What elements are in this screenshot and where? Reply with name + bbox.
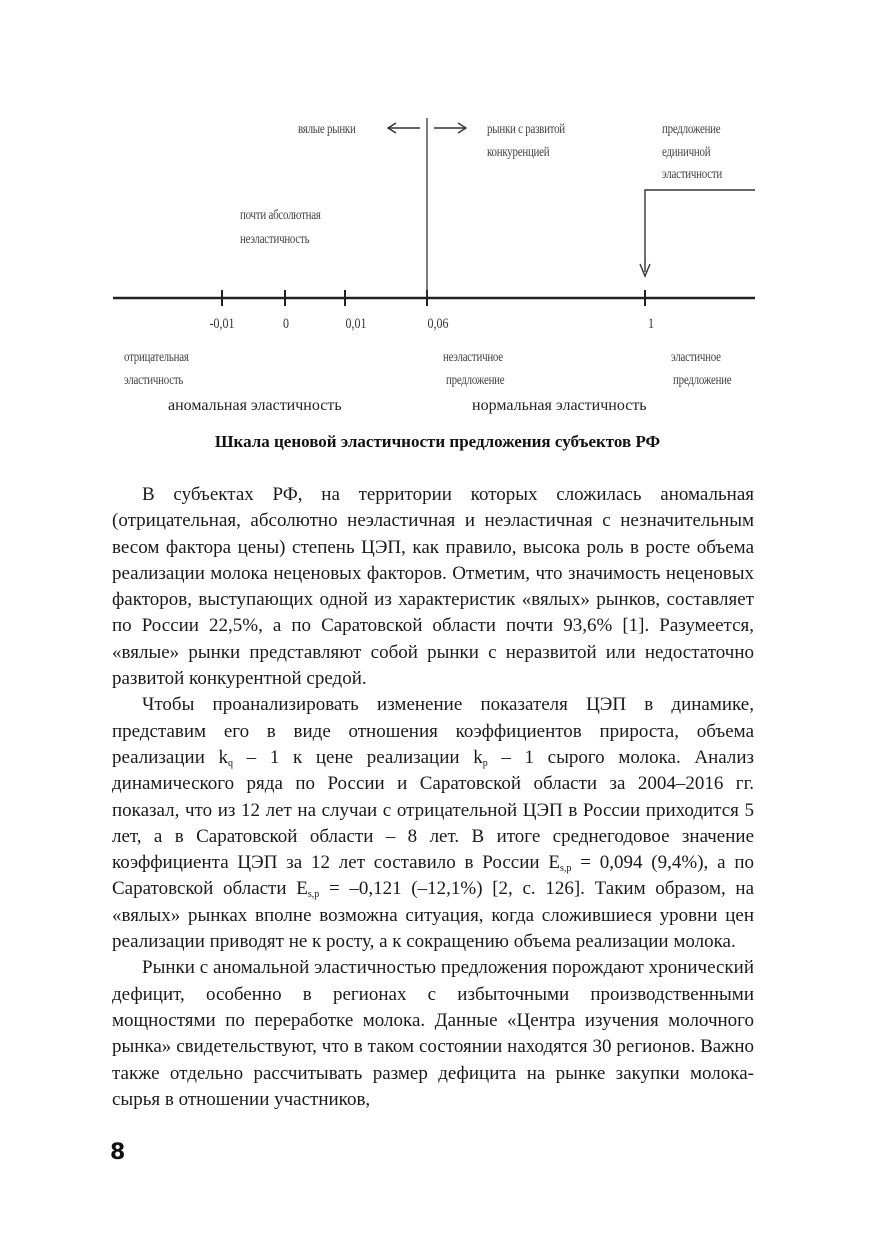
label-inelastic-1: неэластичное	[443, 350, 503, 365]
label-slack-markets: вялые рынки	[298, 122, 356, 137]
label-elastic-2: предложение	[673, 373, 732, 388]
zone-anomalous: аномальная эластичность	[168, 397, 342, 414]
label-almost-absolute-1: почти абсолютная	[240, 208, 321, 223]
paragraph: В субъектах РФ, на территории которых сложилась аномальная (отрицательная, абсолютно неэластичная и неэластичная с незначительным весом фактора цены) степень ЦЭП, как правило, высока роль в росте объема реализации молока неценовых факторов. Отметим, что значимость неценовых факторов, выступающих одной из характеристик «вялых» рынков, составляет по России 22,5%, а по Саратовской области почти 93,6% [1]. Разумеется, «вялые» рынки представляют собой рынки с неразвитой или недостаточно развитой конкурентной средой.	[112, 484, 754, 690]
tick-label: 1	[648, 316, 654, 332]
label-developed-markets-1: рынки с развитой	[487, 122, 565, 137]
page-number: 8	[110, 1140, 126, 1165]
tick-label: 0,01	[345, 316, 367, 332]
figure-caption: Шкала ценовой эластичности предложения субъектов РФ	[214, 432, 661, 451]
tick-label: 0,06	[427, 316, 449, 332]
unit-elasticity-pointer	[645, 190, 755, 272]
label-almost-absolute-2: неэластичность	[240, 232, 310, 247]
elasticity-scale-diagram	[0, 0, 875, 430]
label-elastic-1: эластичное	[671, 350, 721, 365]
label-unit-supply-1: предложение	[662, 122, 721, 137]
tick-label: 0	[283, 316, 289, 332]
paragraph: Рынки с аномальной эластичностью предложения порождают хронический дефицит, особенно в регионах с избыточными производственными мощностями по переработке молока. Данные «Центра изучения молочного рынка» свидетельствуют, что в таком состоянии находятся 30 регионов. Важно также отдельно рассчитывать размер дефицита на рынке закупки молока-сырья в отношении участников,	[112, 957, 754, 1110]
label-unit-supply-2: единичной	[662, 145, 711, 160]
label-negative-1: отрицательная	[124, 350, 189, 365]
label-negative-2: эластичность	[124, 373, 184, 388]
zone-normal: нормальная эластичность	[472, 397, 647, 414]
label-unit-supply-3: эластичности	[662, 167, 722, 182]
tick-label: -0,01	[209, 316, 235, 332]
body-text	[112, 482, 754, 1113]
label-inelastic-2: предложение	[446, 373, 505, 388]
paragraph: Чтобы проанализировать изменение показателя ЦЭП в динамике, представим его в виде отношения коэффициентов прироста, объема реализации $k_q - 1$ к цене реализации $k_p - 1$ сырого молока. Анализ динамического ряда по России и Саратовской области за 2004–2016 гг. показал, что из 12 лет на случаи с отрицательной ЦЭП в России приходится 5 лет, а в Саратовской области – 8 лет. В итоге среднегодовое значение коэффициента ЦЭП за 12 лет составило в России $E_{s,p} = 0,094$ (9,4%), а по Саратовской области $E_{s,p} = -0,121$ (–12,1%) [2, с. 126]. Таким образом, на «вялых» рынках вполне возможна ситуация, когда сложившиеся уровни цен реализации приводят не к росту, а к сокращению объема реализации молока.	[112, 694, 755, 953]
label-developed-markets-2: конкуренцией	[487, 145, 550, 160]
